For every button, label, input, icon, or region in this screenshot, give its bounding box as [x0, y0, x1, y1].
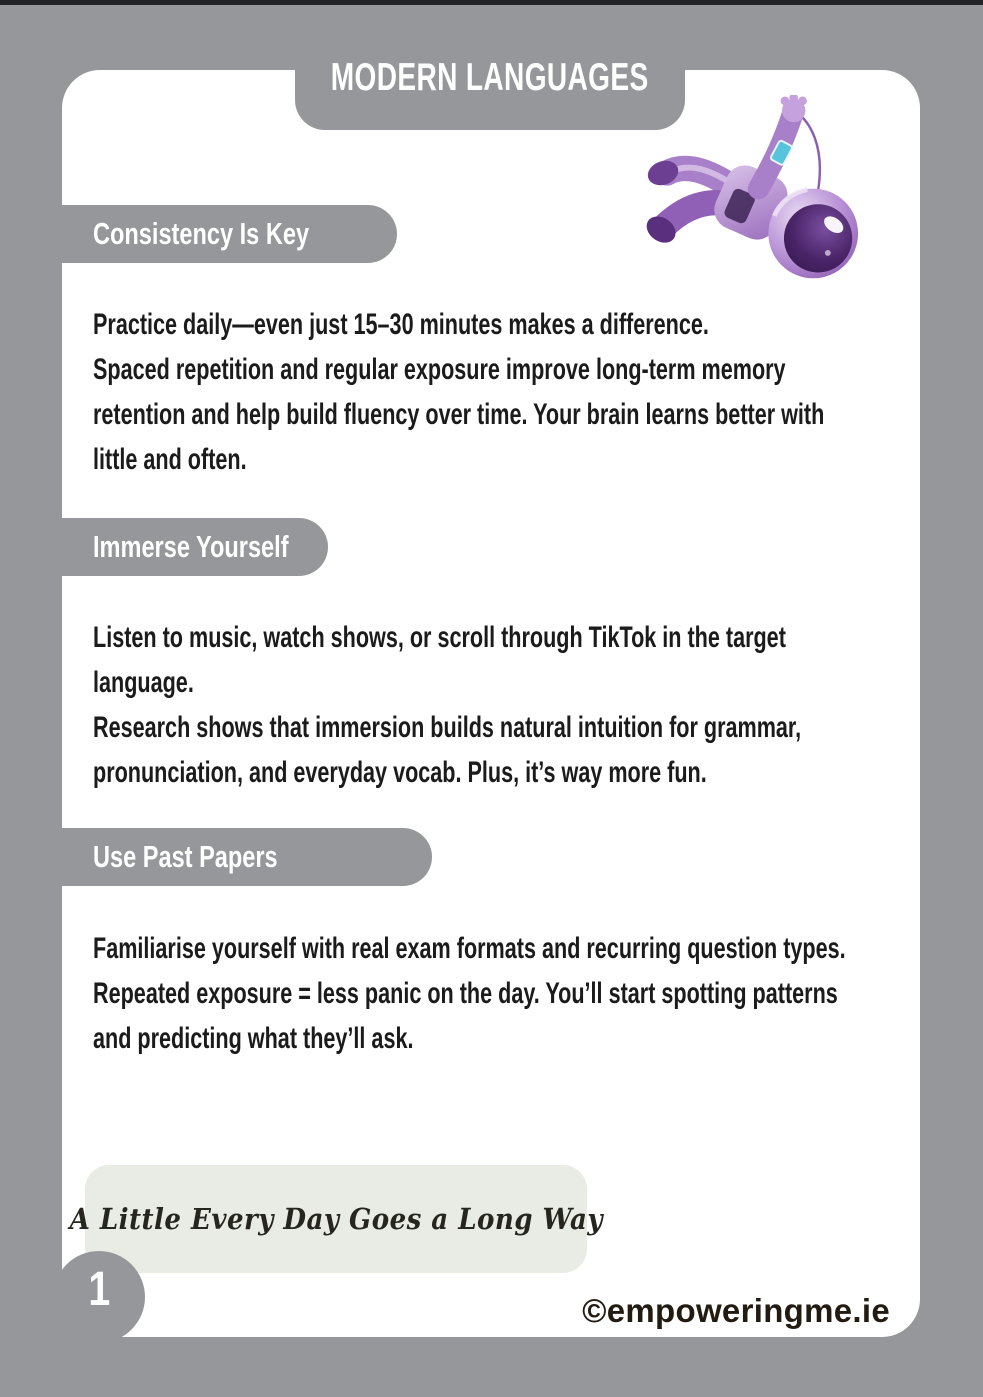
title-tab — [295, 0, 685, 130]
section-pill-past-papers — [62, 828, 432, 886]
section-heading: Consistency Is Key — [93, 216, 310, 251]
paragraph: Listen to music, watch shows, or scroll through TikTok in the target language. — [93, 621, 786, 699]
copyright-credit: ©empoweringme.ie — [582, 1292, 890, 1329]
page-number-badge — [53, 1251, 145, 1343]
section-body-immerse — [93, 615, 871, 795]
paragraph: Research shows that immersion builds natural intuition for grammar, pronunciation, and everyday vocab. Plus, it’s way more fun. — [93, 711, 802, 789]
paragraph: Spaced repetition and regular exposure improve long-term memory retention and help build fluency over time. Your brain learns better with little and often. — [93, 353, 825, 476]
section-body-past-papers — [93, 926, 871, 1061]
paragraph: Practice daily—even just 15–30 minutes makes a difference. — [93, 308, 709, 341]
quote-text: A Little Every Day Goes a Long Way — [69, 1202, 603, 1236]
page-title: MODERN LANGUAGES — [331, 55, 649, 99]
astronaut-illustration — [645, 95, 880, 290]
page-number: 1 — [88, 1263, 110, 1316]
section-heading: Immerse Yourself — [93, 529, 289, 564]
quote-box — [69, 1165, 603, 1273]
section-body-consistency — [93, 302, 871, 482]
section-pill-consistency — [62, 205, 397, 263]
page-top-edge — [0, 0, 983, 5]
section-heading: Use Past Papers — [93, 839, 278, 874]
paragraph: Familiarise yourself with real exam formats and recurring question types. — [93, 932, 846, 965]
section-pill-immerse — [62, 518, 328, 576]
paragraph: Repeated exposure = less panic on the day. You’ll start spotting patterns and predicting what they’ll ask. — [93, 977, 838, 1055]
